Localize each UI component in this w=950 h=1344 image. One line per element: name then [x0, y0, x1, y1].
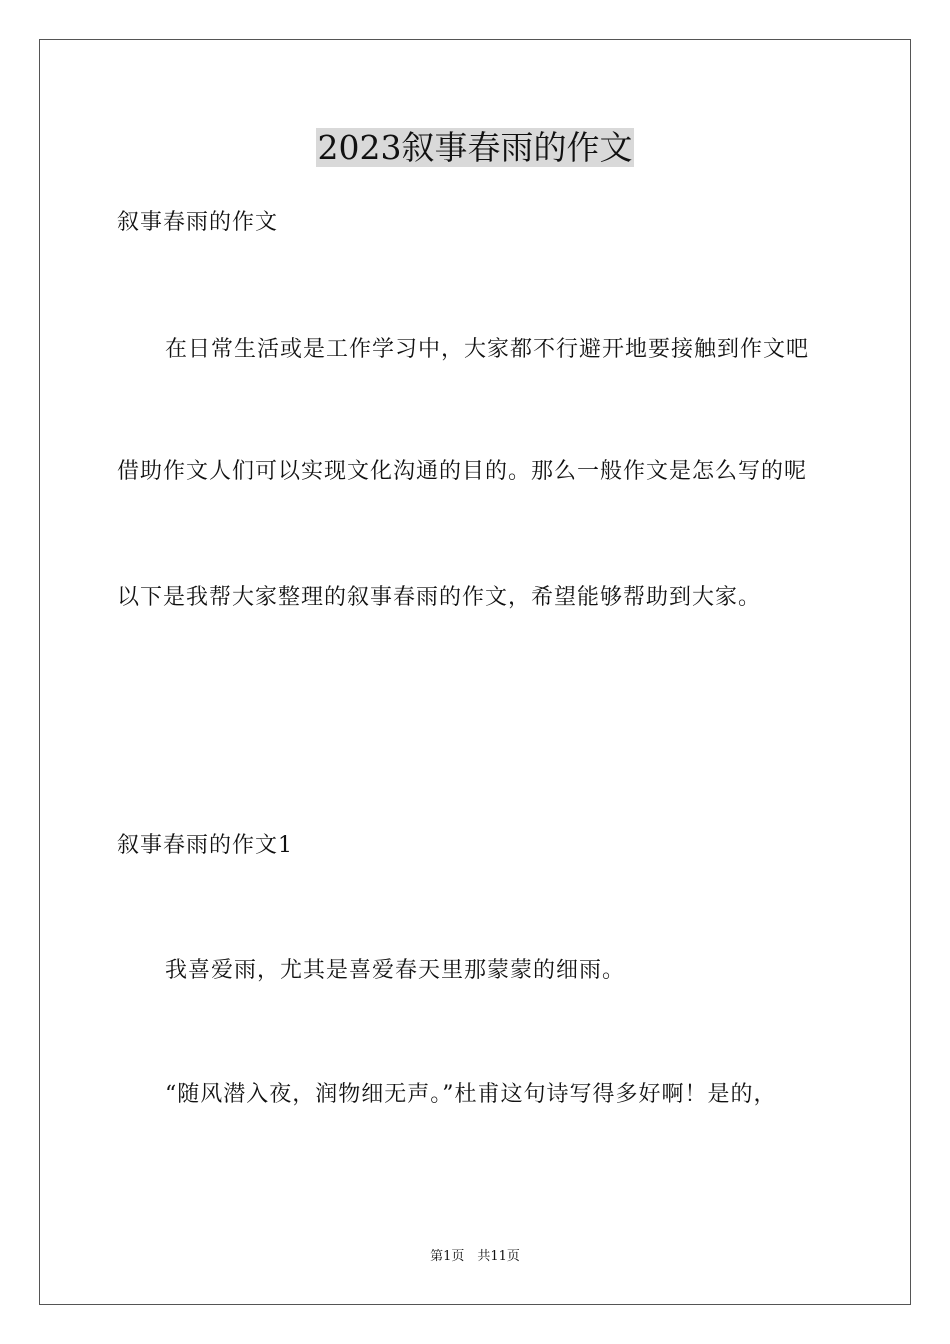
document-title-text: 2023叙事春雨的作文	[317, 128, 633, 167]
section-paragraph-2: “随风潜入夜，润物细无声。”杜甫这句诗写得多好啊！是的，	[165, 1082, 777, 1107]
page-footer: 第1页 共11页	[430, 1249, 520, 1264]
document-heading: 叙事春雨的作文	[117, 210, 279, 235]
section-title: 叙事春雨的作文1	[117, 833, 293, 858]
intro-paragraph-line-1: 在日常生活或是工作学习中，大家都不行避开地要接触到作文吧	[165, 337, 810, 362]
section-paragraph-1: 我喜爱雨，尤其是喜爱春天里那蒙蒙的细雨。	[165, 958, 626, 983]
document-title	[0, 128, 950, 168]
intro-paragraph-line-2: 借助作文人们可以实现文化沟通的目的。那么一般作文是怎么写的呢	[117, 459, 808, 484]
intro-paragraph-line-3: 以下是我帮大家整理的叙事春雨的作文，希望能够帮助到大家。	[117, 585, 762, 610]
